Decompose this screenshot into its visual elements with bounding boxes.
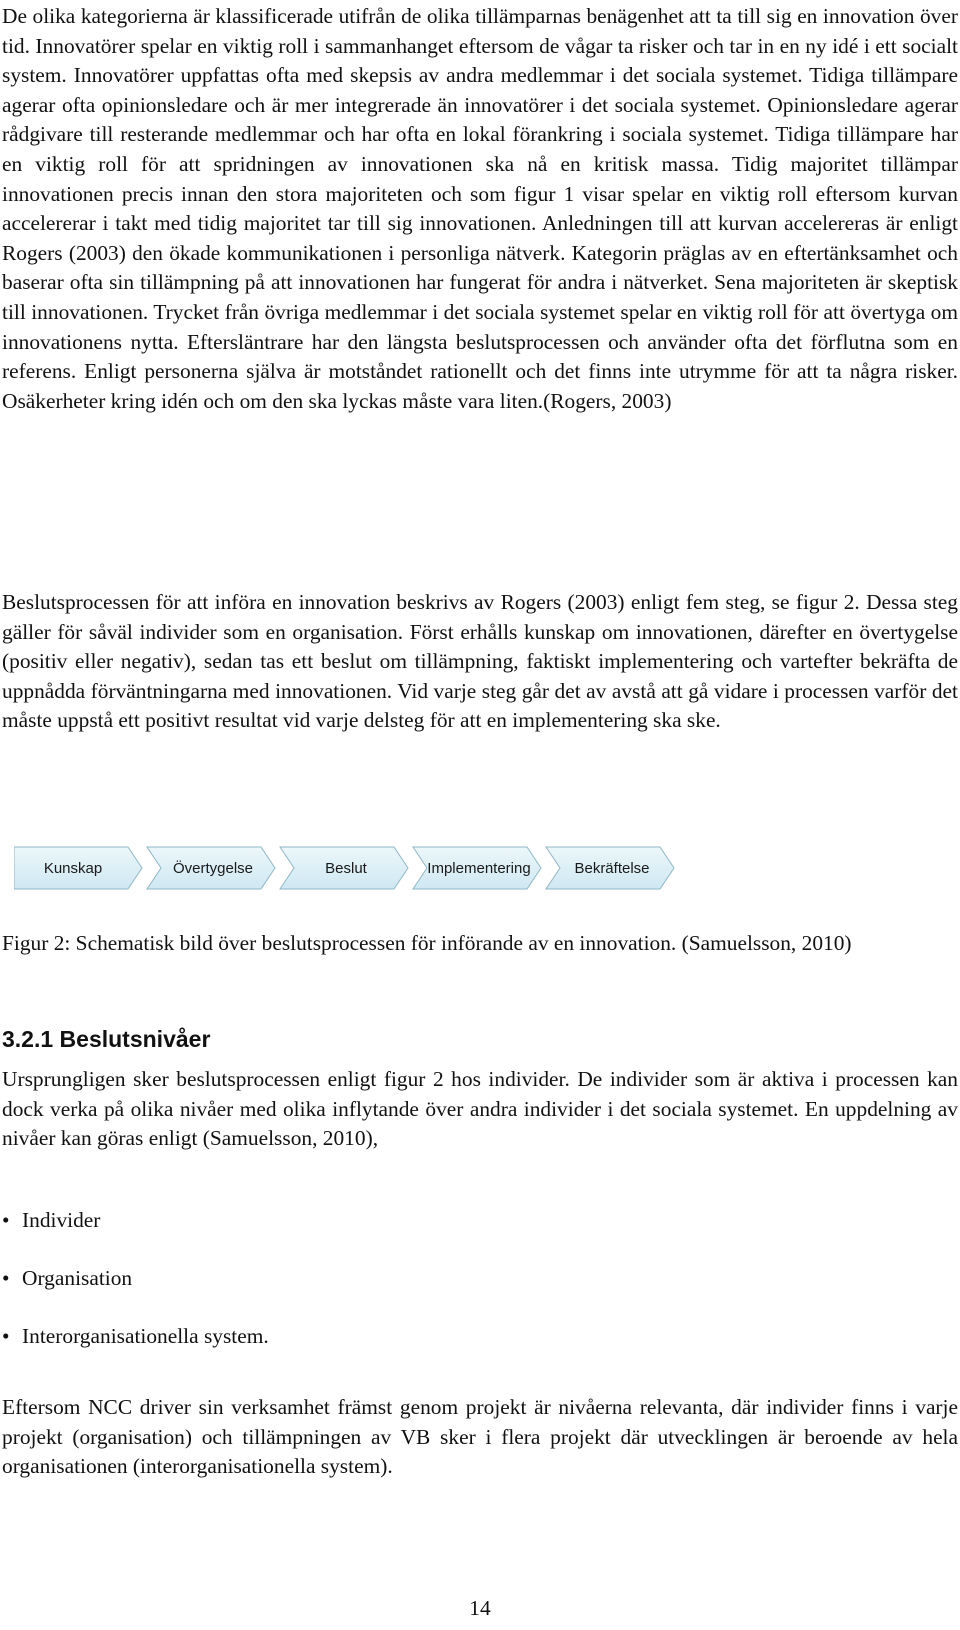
page-number: 14 <box>469 1596 491 1620</box>
list-item-label: Individer <box>22 1208 101 1232</box>
bullet-symbol: • <box>2 1208 10 1232</box>
process-step-label: Övertygelse <box>172 860 254 877</box>
process-step-label: Implementering <box>427 860 531 877</box>
bullet-symbol: • <box>2 1324 10 1349</box>
paragraph-adopter-categories: De olika kategorierna är klassificerade utifrån de olika tillämparnas benägenhet att ta till sig en innovation över tid. Innovatörer spelar en viktig roll i sammanhanget eftersom de vågar ta risker och tar in en ny idé i ett socialt system. Innovatörer uppfattas ofta med skepsis av andra medlemmar i det sociala systemet. Tidiga tillämpare agerar ofta opinionsledare och är mer integrerade än innovatörer i det sociala systemet. Opinionsledare agerar rådgivare till resterande medlemmar och har ofta en lokal förankring i sociala systemet. Tidiga tillämpare har en viktig roll för att spridningen av innovationen ska nå en kritisk massa. Tidig majoritet tillämpar innovationen precis innan den stora majoriteten och som figur 1 visar spelar en viktig roll eftersom kurvan accelererar i takt med tidig majoritet tar till sig innovationen. Anledningen till att kurvan accelereras är enligt Rogers (2003) den ökade kommunikationen i personliga nätverk. Kategorin präglas av en eftertänksamhet och baserar ofta sin tillämpning på att innovationen har fungerat för andra i nätverket. Sena majoriteten är skeptisk till innovationen. Trycket från övriga medlemmar i det sociala systemet spelar en viktig roll för att övertyga om innovationens nytta. Eftersläntrare har den längsta beslutsprocessen och använder ofta det förflutna som en referens. Enligt personerna själva är motståndet rationellt och det finns inte utrymme för att ta några risker. Osäkerheter kring idén och om den ska lyckas måste vara liten.(Rogers, 2003) <box>2 4 958 413</box>
list-item-label: Interorganisationella system. <box>22 1324 269 1349</box>
process-step-label: Kunskap <box>43 860 103 877</box>
section-heading: 3.2.1 Beslutsnivåer <box>2 1026 211 1052</box>
paragraph-decision-levels: Ursprungligen sker beslutsprocessen enligt figur 2 hos individer. De individer som är aktiva i processen kan dock verka på olika nivåer med olika inflytande över andra individer i det sociala systemet. En uppdelning av nivåer kan göras enligt (Samuelsson, 2010), <box>2 1067 958 1151</box>
list-item-label: Organisation <box>22 1266 133 1291</box>
levels-list <box>2 1206 269 1380</box>
list-item <box>2 1264 269 1294</box>
decision-process-figure <box>14 838 694 898</box>
bullet-symbol: • <box>2 1266 10 1291</box>
process-step-label: Beslut <box>325 860 367 877</box>
process-step-label: Bekräftelse <box>574 860 650 877</box>
list-item <box>2 1206 269 1236</box>
paragraph-ncc-relevance: Eftersom NCC driver sin verksamhet främst genom projekt är nivåerna relevanta, där individer finns i varje projekt (organisation) och tillämpningen av VB sker i flera projekt där utvecklingen är beroende av hela organisationen (interorganisationella system). <box>2 1395 958 1479</box>
paragraph-decision-process: Beslutsprocessen för att införa en innovation beskrivs av Rogers (2003) enligt fem steg, se figur 2. Dessa steg gäller för såväl individer som en organisation. Först erhålls kunskap om innovationen, därefter en övertygelse (positiv eller negativ), sedan tas ett beslut om tillämpning, faktiskt implementering och vartefter bekräfta de uppnådda förväntningarna med innovationen. Vid varje steg går det av avstå att gå vidare i processen varför det måste uppstå ett positivt resultat vid varje delsteg för att en implementering ska ske. <box>2 590 958 733</box>
figure-caption: Figur 2: Schematisk bild över beslutsprocessen för införande av en innovation. (Samuelsson, 2010) <box>2 931 852 955</box>
list-item <box>2 1322 269 1352</box>
